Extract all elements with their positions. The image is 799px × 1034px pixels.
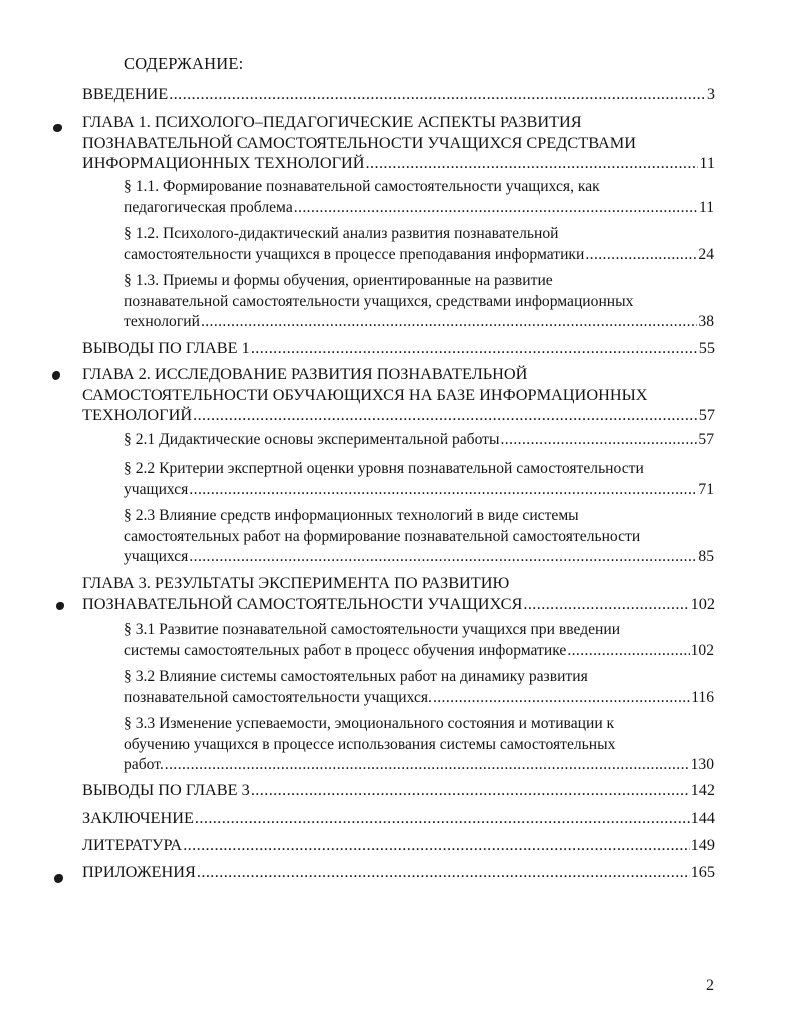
dot-leader [523,594,689,615]
toc-entry-text: познавательной самостоятельности учащихся. [124,688,432,706]
dot-leader [189,547,697,568]
toc-page-number: 85 [698,548,714,565]
dot-leader [366,153,699,174]
toc-entry-text: § 2.2 Критерии экспертной оценки уровня познавательной самостоятельности [124,460,644,477]
toc-page-number: 38 [698,313,714,330]
toc-page-number: 149 [690,835,715,854]
toc-entry-text: самостоятельности учащихся в процессе преподавания информатики [124,245,585,263]
toc-page-number: 71 [698,480,714,498]
toc-entry-section-1-1[interactable] [124,177,715,218]
toc-entry-introduction[interactable] [82,84,715,105]
toc-entry-text: обучению учащихся в процессе использования системы самостоятельных [124,735,616,753]
dot-leader [294,198,698,219]
toc-page-number: 55 [698,338,715,357]
toc-entry-section-2-2[interactable] [124,459,715,500]
dot-leader [567,641,689,662]
dot-leader [183,835,689,856]
toc-page-number: 11 [699,153,715,172]
toc-entry-text: § 3.2 Влияние системы самостоятельных работ на динамику развития [124,668,588,685]
dot-leader [585,245,697,266]
toc-entry-text: ГЛАВА 1. ПСИХОЛОГО–ПЕДАГОГИЧЕСКИЕ АСПЕКТЫ РАЗВИТИЯ [82,112,582,131]
toc-page-number: 102 [690,641,714,659]
toc-entry-text: § 2.3 Влияние средств информационных технологий в виде системы [124,507,579,524]
toc-entry-text: ГЛАВА 2. ИССЛЕДОВАНИЕ РАЗВИТИЯ ПОЗНАВАТЕЛЬНОЙ [82,364,528,383]
toc-entry-chapter-2[interactable] [82,364,715,426]
dot-leader [251,338,698,359]
toc-entry-text: ТЕХНОЛОГИЙ [82,405,193,424]
toc-entry-text: технологий [124,313,200,330]
dot-leader [169,84,706,105]
toc-entry-section-3-3[interactable] [124,714,715,776]
dot-leader [195,808,690,829]
toc-page-number: 11 [698,198,714,216]
toc-entry-text: ПОЗНАВАТЕЛЬНОЙ САМОСТОЯТЕЛЬНОСТИ УЧАЩИХСЯ [82,593,523,613]
toc-entry-text: ВЫВОДЫ ПО ГЛАВЕ 1 [82,338,250,357]
toc-entry-text: учащихся [124,480,189,498]
toc-entry-section-3-2[interactable] [124,667,715,708]
toc-entry-text: педагогическая проблема [124,198,293,216]
toc-page-number: 3 [706,84,715,103]
toc-page-number: 144 [690,808,715,827]
toc-page-number: 130 [690,756,714,773]
toc-entry-section-1-3[interactable] [124,271,715,333]
toc-entry-text: познавательной самостоятельности учащихся, средствами информационных [124,292,634,310]
toc-entry-text: § 1.3. Приемы и формы обучения, ориентированные на развитие [124,272,553,289]
toc-page-number: 57 [698,431,714,448]
toc-entry-text: работ. [124,756,164,773]
toc-entry-text: § 1.1. Формирование познавательной самостоятельности учащихся, как [124,178,600,195]
toc-entry-conclusions-chapter-3[interactable] [82,780,715,801]
toc-entry-text: ЛИТЕРАТУРА [82,835,183,854]
dot-leader [197,862,690,883]
dot-leader [201,312,697,333]
toc-entry-section-3-1[interactable] [124,620,715,661]
toc-entry-chapter-3[interactable] [82,573,715,614]
toc-entry-text: § 2.1 Дидактические основы экспериментальной работы [124,431,500,448]
dot-leader [189,480,697,501]
page-number: 2 [706,977,714,994]
toc-entry-text: ВВЕДЕНИЕ [82,84,169,103]
toc-entry-text: учащихся [124,548,189,565]
toc-entry-text: § 3.1 Развитие познавательной самостоятельности учащихся при введении [124,621,621,638]
toc-entry-text: системы самостоятельных работ в процесс обучения информатике [124,641,567,659]
toc-entry-literature[interactable] [82,835,715,856]
toc-page-number: 24 [698,245,714,263]
toc-entry-section-2-3[interactable] [124,506,715,568]
toc-entry-text: ЗАКЛЮЧЕНИЕ [82,808,194,827]
toc-entry-appendices[interactable] [82,862,715,883]
toc-entry-text: САМОСТОЯТЕЛЬНОСТИ ОБУЧАЮЩИХСЯ НА БАЗЕ ИНФОРМАЦИОННЫХ [82,384,648,404]
dot-leader [193,405,698,426]
toc-entry-text: ИНФОРМАЦИОННЫХ ТЕХНОЛОГИЙ [82,153,365,172]
toc-page-number: 165 [690,862,715,881]
toc-page-number: 116 [691,688,714,706]
toc-entry-text: ПРИЛОЖЕНИЯ [82,862,196,881]
toc-page-number: 102 [690,593,715,613]
toc-entry-conclusion[interactable] [82,808,715,829]
toc-entry-text: самостоятельных работ на формирование познавательной самостоятельности [124,527,641,545]
dot-leader [251,780,690,801]
toc-entry-chapter-1[interactable] [82,112,715,174]
toc-entry-conclusions-chapter-1[interactable] [82,338,715,359]
dot-leader [433,688,690,709]
toc-page-number: 57 [698,405,715,424]
toc-entry-section-2-1[interactable] [124,430,715,451]
toc-entry-text: ГЛАВА 3. РЕЗУЛЬТАТЫ ЭКСПЕРИМЕНТА ПО РАЗВИТИЮ [82,573,510,592]
toc-entry-text: ПОЗНАВАТЕЛЬНОЙ САМОСТОЯТЕЛЬНОСТИ УЧАЩИХСЯ СРЕДСТВАМИ [82,132,637,152]
dot-leader [165,755,690,776]
toc-entry-text: ВЫВОДЫ ПО ГЛАВЕ 3 [82,780,250,799]
toc-entry-section-1-2[interactable] [124,224,715,265]
toc-entry-text: § 3.3 Изменение успеваемости, эмоционального состояния и мотивации к [124,715,615,732]
toc-entry-text: § 1.2. Психолого-дидактический анализ развития познавательной [124,225,559,242]
dot-leader [500,430,697,451]
toc-page-number: 142 [690,780,715,799]
page-title: СОДЕРЖАНИЕ: [124,54,244,73]
